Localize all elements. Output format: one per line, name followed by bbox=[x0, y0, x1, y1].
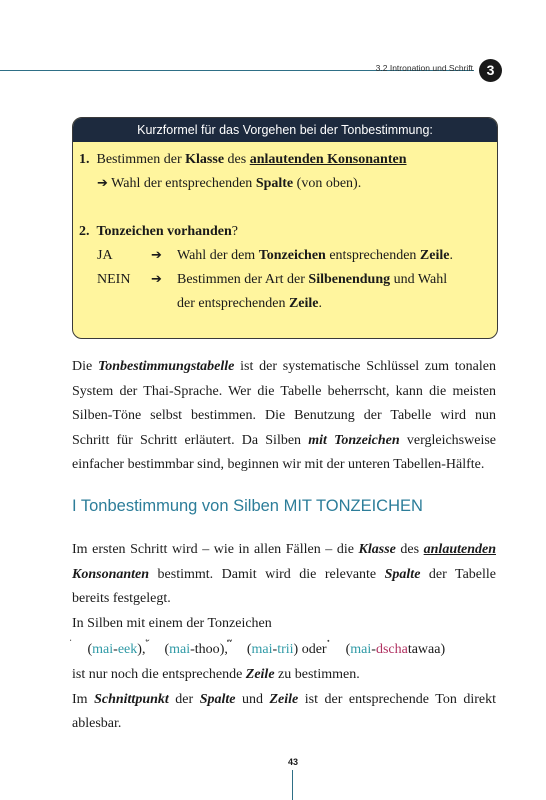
term-klasse: Klasse bbox=[358, 542, 396, 557]
tone-marks-line: (mai-eek), (mai-thoo), (mai-trii) oder (mai-dschatawaa) bbox=[72, 636, 496, 663]
page-number-rule bbox=[292, 770, 293, 800]
text-line: Im Schnittpunkt der Spalte und Zeile ist der entsprechende Ton direkt bbox=[72, 691, 496, 707]
text: Bestimmen der bbox=[96, 152, 186, 167]
term-tonzeichen-vorhanden: Tonzeichen vorhanden bbox=[96, 224, 232, 239]
ja-result-line bbox=[177, 244, 453, 268]
step-1-number: 1. bbox=[79, 152, 90, 167]
term-zeile: Zeile bbox=[269, 691, 299, 707]
nein-result-line bbox=[177, 268, 447, 292]
mai-dschatawaa-tone-icon bbox=[330, 636, 342, 661]
term-spalte: Spalte bbox=[199, 691, 236, 707]
term-klasse: Klasse bbox=[185, 152, 225, 167]
text-line: Schritt für Schritt erläutert. Da Silben mit Tonzeichen vergleichsweise bbox=[72, 432, 497, 448]
page-number: 43 bbox=[287, 757, 298, 767]
summary-box-title: Kurzformel für das Vorgehen bei der Tonbestimmung: bbox=[73, 118, 497, 142]
term-mit-tonzeichen: mit Tonzeichen bbox=[308, 432, 400, 448]
mai-trii-tone-icon bbox=[231, 636, 243, 661]
text: entsprechenden bbox=[325, 248, 420, 263]
text-line: einfacher bestimmbar sind, beginnen wir mit der unteren Tabellen-Hälfte. bbox=[72, 457, 485, 473]
text: des bbox=[224, 152, 250, 167]
term-tonzeichen: Tonzeichen bbox=[258, 248, 326, 263]
arrow-right-icon: ➔ bbox=[151, 248, 162, 263]
term-silbenendung: Silbenendung bbox=[308, 272, 391, 287]
text-line: Konsonanten bestimmt. Damit wird die relevante Spalte der Tabelle bbox=[72, 566, 496, 582]
term-anlautenden: anlautenden bbox=[423, 542, 496, 557]
section-heading: I Tonbestimmung von Silben MIT TONZEICHEN bbox=[72, 497, 423, 515]
arrow-right-icon: ➔ bbox=[151, 272, 162, 287]
text: (von oben). bbox=[293, 176, 362, 191]
text: Wahl der entsprechenden bbox=[111, 176, 256, 191]
running-header: 3.2 Intronation und Schrift bbox=[375, 63, 473, 73]
intro-paragraph bbox=[72, 355, 496, 478]
term-tonbestimmungstabelle: Tonbestimmungstabelle bbox=[97, 359, 235, 374]
term-konsonanten: Konsonanten bbox=[72, 566, 150, 582]
mai-eek-tone-icon bbox=[72, 636, 84, 661]
text: . bbox=[449, 248, 453, 263]
term-zeile: Zeile bbox=[419, 248, 450, 263]
text-line: In Silben mit einem der Tonzeichen bbox=[72, 615, 272, 631]
text-line: Im ersten Schritt wird – wie in allen Fällen – die Klasse des anlautenden bbox=[72, 542, 496, 557]
term-spalte: Spalte bbox=[384, 566, 421, 582]
text: Wahl der dem bbox=[177, 248, 259, 263]
text-line: ablesbar. bbox=[72, 716, 122, 732]
text-line: System der Thai-Sprache. Wer die Tabelle beherrscht, kann die meisten bbox=[72, 383, 496, 399]
text-line: ist nur noch die entsprechende Zeile zu bestimmen. bbox=[72, 666, 360, 682]
step-1-result-line bbox=[97, 172, 361, 196]
section-heading-caps: MIT TONZEICHEN bbox=[283, 497, 423, 515]
text: der entsprechenden bbox=[177, 296, 289, 311]
term-zeile: Zeile bbox=[288, 296, 319, 311]
text: Bestimmen der Art der bbox=[177, 272, 309, 287]
step-2-line bbox=[79, 220, 238, 244]
text: ? bbox=[231, 224, 238, 239]
text-line: Die Tonbestimmungstabelle ist der systematische Schlüssel zum tonalen bbox=[72, 359, 497, 374]
term-anlautenden-konsonanten: anlautenden Konsonanten bbox=[249, 152, 407, 167]
step-2-number: 2. bbox=[79, 224, 90, 239]
summary-box bbox=[72, 117, 498, 339]
nein-label: NEIN bbox=[97, 272, 131, 287]
mai-thoo-tone-icon bbox=[149, 636, 161, 661]
chapter-badge: 3 bbox=[479, 59, 502, 82]
ja-label: JA bbox=[97, 248, 113, 263]
nein-result-line-2 bbox=[177, 292, 322, 316]
term-spalte: Spalte bbox=[255, 176, 294, 191]
text: . bbox=[318, 296, 322, 311]
text: und Wahl bbox=[390, 272, 448, 287]
term-zeile: Zeile bbox=[245, 666, 275, 682]
arrow-right-icon: ➔ bbox=[97, 176, 108, 191]
text-line: bereits festgelegt. bbox=[72, 591, 171, 607]
text-line: Silben-Töne selbst bestimmen. Die Benutzung der Tabelle wird nun bbox=[72, 408, 496, 424]
step-1-line bbox=[79, 148, 407, 172]
term-schnittpunkt: Schnittpunkt bbox=[94, 691, 169, 707]
body-paragraph bbox=[72, 538, 496, 737]
